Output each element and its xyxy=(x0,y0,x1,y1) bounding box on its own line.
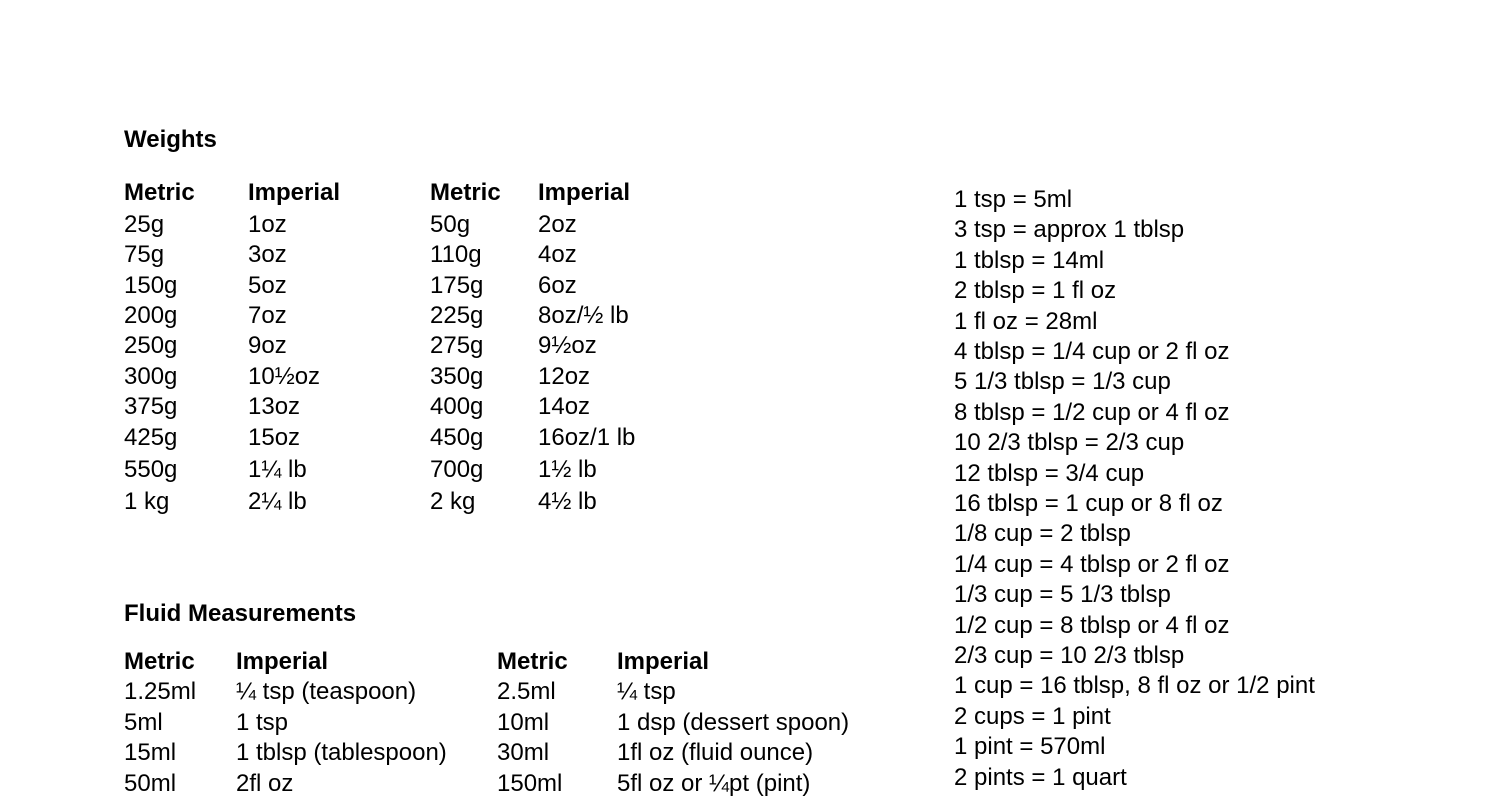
weights-header: Imperial xyxy=(248,179,341,206)
fluid-cell: 50ml xyxy=(124,770,177,797)
conversion-line: 1 tblsp = 14ml xyxy=(954,246,1105,274)
fluid-cell: 15ml xyxy=(124,739,177,766)
weights-cell: 110g xyxy=(430,241,482,268)
fluid-cell: 5fl oz or ¼pt (pint) xyxy=(617,770,811,797)
weights-cell: 10½oz xyxy=(248,363,321,390)
fluid-cell: 150ml xyxy=(497,770,563,797)
weights-cell: 2oz xyxy=(538,211,577,238)
weights-cell: 13oz xyxy=(248,393,301,420)
weights-cell: 200g xyxy=(124,302,178,329)
fluid-title: Fluid Measurements xyxy=(124,600,357,627)
conversion-line: 1/4 cup = 4 tblsp or 2 fl oz xyxy=(954,550,1230,578)
weights-cell: 4oz xyxy=(538,241,577,268)
fluid-cell: 1 dsp (dessert spoon) xyxy=(617,709,850,736)
weights-header: Metric xyxy=(430,179,501,206)
weights-cell: 12oz xyxy=(538,363,591,390)
weights-cell: 9oz xyxy=(248,332,287,359)
weights-cell: 550g xyxy=(124,456,178,483)
weights-cell: 225g xyxy=(430,302,484,329)
weights-header: Imperial xyxy=(538,179,631,206)
fluid-cell: 1.25ml xyxy=(124,678,197,705)
conversion-line: 4 tblsp = 1/4 cup or 2 fl oz xyxy=(954,338,1230,365)
fluid-header: Metric xyxy=(497,648,568,675)
weights-cell: 3oz xyxy=(248,241,287,268)
weights-cell: 2¼ lb xyxy=(248,488,307,515)
weights-cell: 9½oz xyxy=(538,332,597,359)
weights-header: Metric xyxy=(124,179,195,206)
fluid-cell: 2.5ml xyxy=(497,678,556,705)
fluid-cell: 1 tblsp (tablespoon) xyxy=(236,739,447,766)
fluid-cell: 30ml xyxy=(497,739,550,766)
weights-cell: 6oz xyxy=(538,272,577,299)
weights-cell: 14oz xyxy=(538,393,591,420)
fluid-cell: ¼ tsp xyxy=(617,678,676,705)
fluid-header: Metric xyxy=(124,648,195,675)
fluid-cell: ¼ tsp (teaspoon) xyxy=(236,678,417,705)
fluid-cell: 10ml xyxy=(497,709,550,736)
fluid-cell: 5ml xyxy=(124,709,163,736)
weights-cell: 450g xyxy=(430,424,484,451)
conversion-line: 10 2/3 tblsp = 2/3 cup xyxy=(954,429,1185,457)
weights-cell: 175g xyxy=(430,272,484,299)
weights-cell: 1oz xyxy=(248,211,287,238)
weights-cell: 350g xyxy=(430,363,484,390)
conversion-line: 2 cups = 1 pint xyxy=(954,702,1111,730)
weights-cell: 1 kg xyxy=(124,488,170,515)
weights-cell: 8oz/½ lb xyxy=(538,302,629,329)
weights-title: Weights xyxy=(124,126,217,153)
weights-cell: 15oz xyxy=(248,424,301,451)
conversion-line: 1/3 cup = 5 1/3 tblsp xyxy=(954,581,1171,609)
fluid-cell: 1fl oz (fluid ounce) xyxy=(617,739,814,766)
conversion-line: 2 tblsp = 1 fl oz xyxy=(954,277,1117,305)
weights-cell: 7oz xyxy=(248,302,287,329)
conversion-line: 1 fl oz = 28ml xyxy=(954,307,1098,335)
conversion-line: 1 cup = 16 tblsp, 8 fl oz or 1/2 pint xyxy=(954,672,1315,700)
weights-cell: 425g xyxy=(124,424,178,451)
conversion-line: 12 tblsp = 3/4 cup xyxy=(954,459,1145,487)
weights-cell: 400g xyxy=(430,393,484,420)
conversion-line: 2 pints = 1 quart xyxy=(954,763,1127,791)
conversion-line: 1/2 cup = 8 tblsp or 4 fl oz xyxy=(954,611,1230,639)
weights-cell: 275g xyxy=(430,332,484,359)
weights-cell: 150g xyxy=(124,272,178,299)
fluid-cell: 2fl oz xyxy=(236,770,294,797)
weights-cell: 4½ lb xyxy=(538,488,597,515)
weights-cell: 5oz xyxy=(248,272,287,299)
fluid-cell: 1 tsp xyxy=(236,709,289,736)
conversion-line: 1/8 cup = 2 tblsp xyxy=(954,520,1131,548)
weights-cell: 50g xyxy=(430,211,471,238)
fluid-header: Imperial xyxy=(617,648,710,675)
weights-cell: 1¼ lb xyxy=(248,456,307,483)
conversion-line: 3 tsp = approx 1 tblsp xyxy=(954,216,1185,244)
weights-cell: 2 kg xyxy=(430,488,476,515)
weights-cell: 250g xyxy=(124,332,178,359)
weights-cell: 1½ lb xyxy=(538,456,597,483)
weights-cell: 25g xyxy=(124,211,165,238)
weights-cell: 700g xyxy=(430,456,484,483)
fluid-header: Imperial xyxy=(236,648,329,675)
conversion-line: 16 tblsp = 1 cup or 8 fl oz xyxy=(954,490,1223,517)
conversion-line: 2/3 cup = 10 2/3 tblsp xyxy=(954,642,1185,669)
conversion-line: 1 pint = 570ml xyxy=(954,733,1106,761)
weights-cell: 16oz/1 lb xyxy=(538,424,636,451)
conversion-line: 8 tblsp = 1/2 cup or 4 fl oz xyxy=(954,398,1230,426)
conversion-line: 5 1/3 tblsp = 1/3 cup xyxy=(954,368,1171,396)
weights-cell: 300g xyxy=(124,363,178,390)
weights-cell: 375g xyxy=(124,393,178,420)
weights-cell: 75g xyxy=(124,241,165,268)
conversion-line: 1 tsp = 5ml xyxy=(954,186,1073,213)
